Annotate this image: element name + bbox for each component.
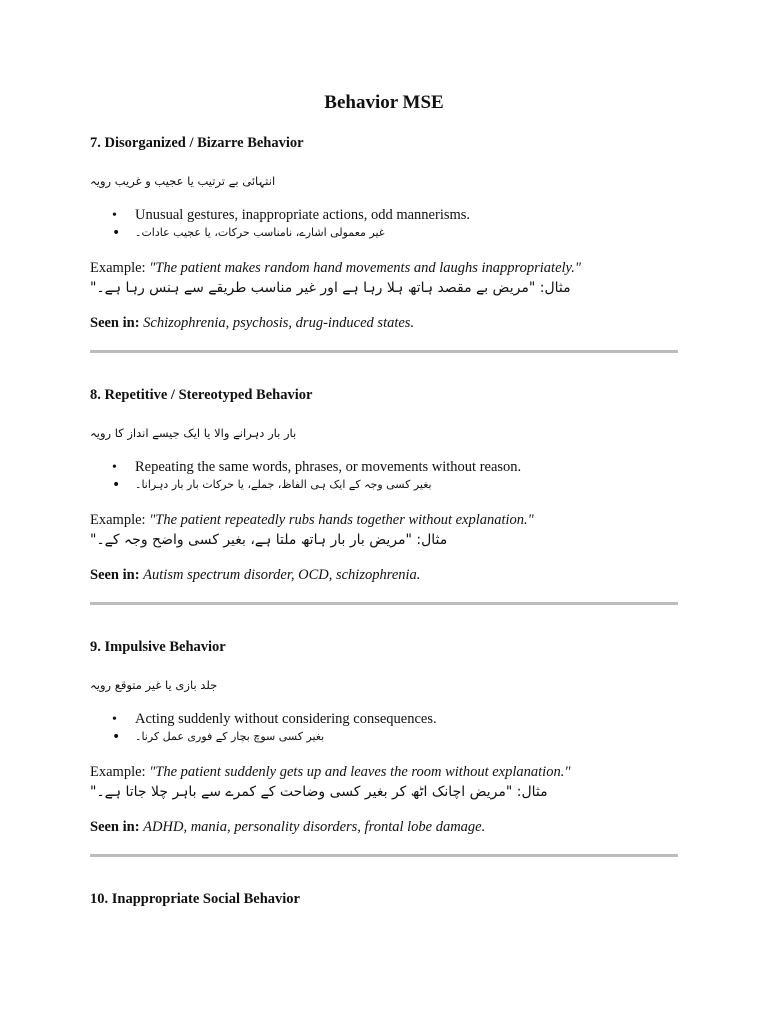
seen-in-line bbox=[90, 315, 678, 332]
seen-in-line bbox=[90, 819, 678, 836]
example-label: Example: bbox=[90, 260, 146, 276]
section-heading: 7. Disorganized / Bizarre Behavior bbox=[90, 135, 304, 151]
example-quote: "The patient suddenly gets up and leaves the room without explanation." bbox=[149, 764, 571, 780]
urdu-subtitle: بار بار دہرانے والا یا ایک جیسے انداز کا رویہ bbox=[90, 426, 297, 440]
section-heading: 8. Repetitive / Stereotyped Behavior bbox=[90, 387, 313, 403]
section-divider bbox=[90, 602, 678, 605]
bullet-list bbox=[90, 206, 678, 241]
seen-in-line bbox=[90, 567, 678, 584]
example-urdu-text: "مریض بے مقصد ہاتھ ہلا رہا ہے اور غیر مناسب طریقے سے ہنس رہا ہے۔" bbox=[90, 280, 536, 296]
example-quote: "The patient repeatedly rubs hands together without explanation." bbox=[149, 512, 534, 528]
section-heading: 9. Impulsive Behavior bbox=[90, 639, 226, 655]
section-impulsive-behavior bbox=[90, 639, 678, 836]
bullet-english: • Acting suddenly without considering consequences. bbox=[90, 710, 678, 729]
seen-in-value: Autism spectrum disorder, OCD, schizophrenia. bbox=[143, 567, 421, 583]
section-inappropriate-social-behavior bbox=[90, 891, 678, 908]
bullet-urdu bbox=[90, 729, 678, 745]
seen-in-label: Seen in: bbox=[90, 315, 140, 331]
bullet-urdu-text: بغیر کسی سوچ بچار کے فوری عمل کرنا۔ bbox=[135, 730, 325, 743]
example-block bbox=[90, 763, 678, 803]
example-urdu-label: مثال: bbox=[539, 280, 571, 296]
bullet-english: • Repeating the same words, phrases, or movements without reason. bbox=[90, 458, 678, 477]
example-quote: "The patient makes random hand movements and laughs inappropriately." bbox=[149, 260, 581, 276]
seen-in-label: Seen in: bbox=[90, 819, 140, 835]
urdu-subtitle: انتہائی بے ترتیب یا عجیب و غریب رویہ bbox=[90, 174, 276, 188]
example-urdu-label: مثال: bbox=[516, 784, 548, 800]
bullet-list bbox=[90, 710, 678, 745]
urdu-subtitle: جلد بازی یا غیر متوقع رویہ bbox=[90, 678, 218, 692]
section-divider bbox=[90, 854, 678, 857]
bullet-urdu-text: بغیر کسی وجہ کے ایک ہی الفاظ، جملے، یا حرکات بار بار دہرانا۔ bbox=[135, 478, 432, 491]
seen-in-value: Schizophrenia, psychosis, drug-induced states. bbox=[143, 315, 415, 331]
bullet-urdu bbox=[90, 477, 678, 493]
example-urdu-label: مثال: bbox=[416, 532, 448, 548]
example-label: Example: bbox=[90, 764, 146, 780]
section-heading: 10. Inappropriate Social Behavior bbox=[90, 891, 300, 907]
example-urdu-text: "مریض اچانک اٹھ کر بغیر کسی وضاحت کے کمرے سے باہر چلا جاتا ہے۔" bbox=[90, 784, 513, 800]
section-repetitive-behavior bbox=[90, 387, 678, 584]
bullet-english: • Unusual gestures, inappropriate actions, odd mannerisms. bbox=[90, 206, 678, 225]
bullet-urdu-text: غیر معمولی اشارے، نامناسب حرکات، یا عجیب عادات۔ bbox=[135, 226, 385, 239]
example-urdu-text: "مریض بار بار ہاتھ ملتا ہے، بغیر کسی واضح وجہ کے۔" bbox=[90, 532, 412, 548]
example-label: Example: bbox=[90, 512, 146, 528]
section-divider bbox=[90, 350, 678, 353]
example-block bbox=[90, 511, 678, 551]
page-title: Behavior MSE bbox=[324, 92, 444, 113]
bullet-list bbox=[90, 458, 678, 493]
seen-in-value: ADHD, mania, personality disorders, frontal lobe damage. bbox=[143, 819, 486, 835]
section-disorganized-behavior bbox=[90, 135, 678, 332]
example-block bbox=[90, 259, 678, 299]
bullet-urdu bbox=[90, 225, 678, 241]
seen-in-label: Seen in: bbox=[90, 567, 140, 583]
